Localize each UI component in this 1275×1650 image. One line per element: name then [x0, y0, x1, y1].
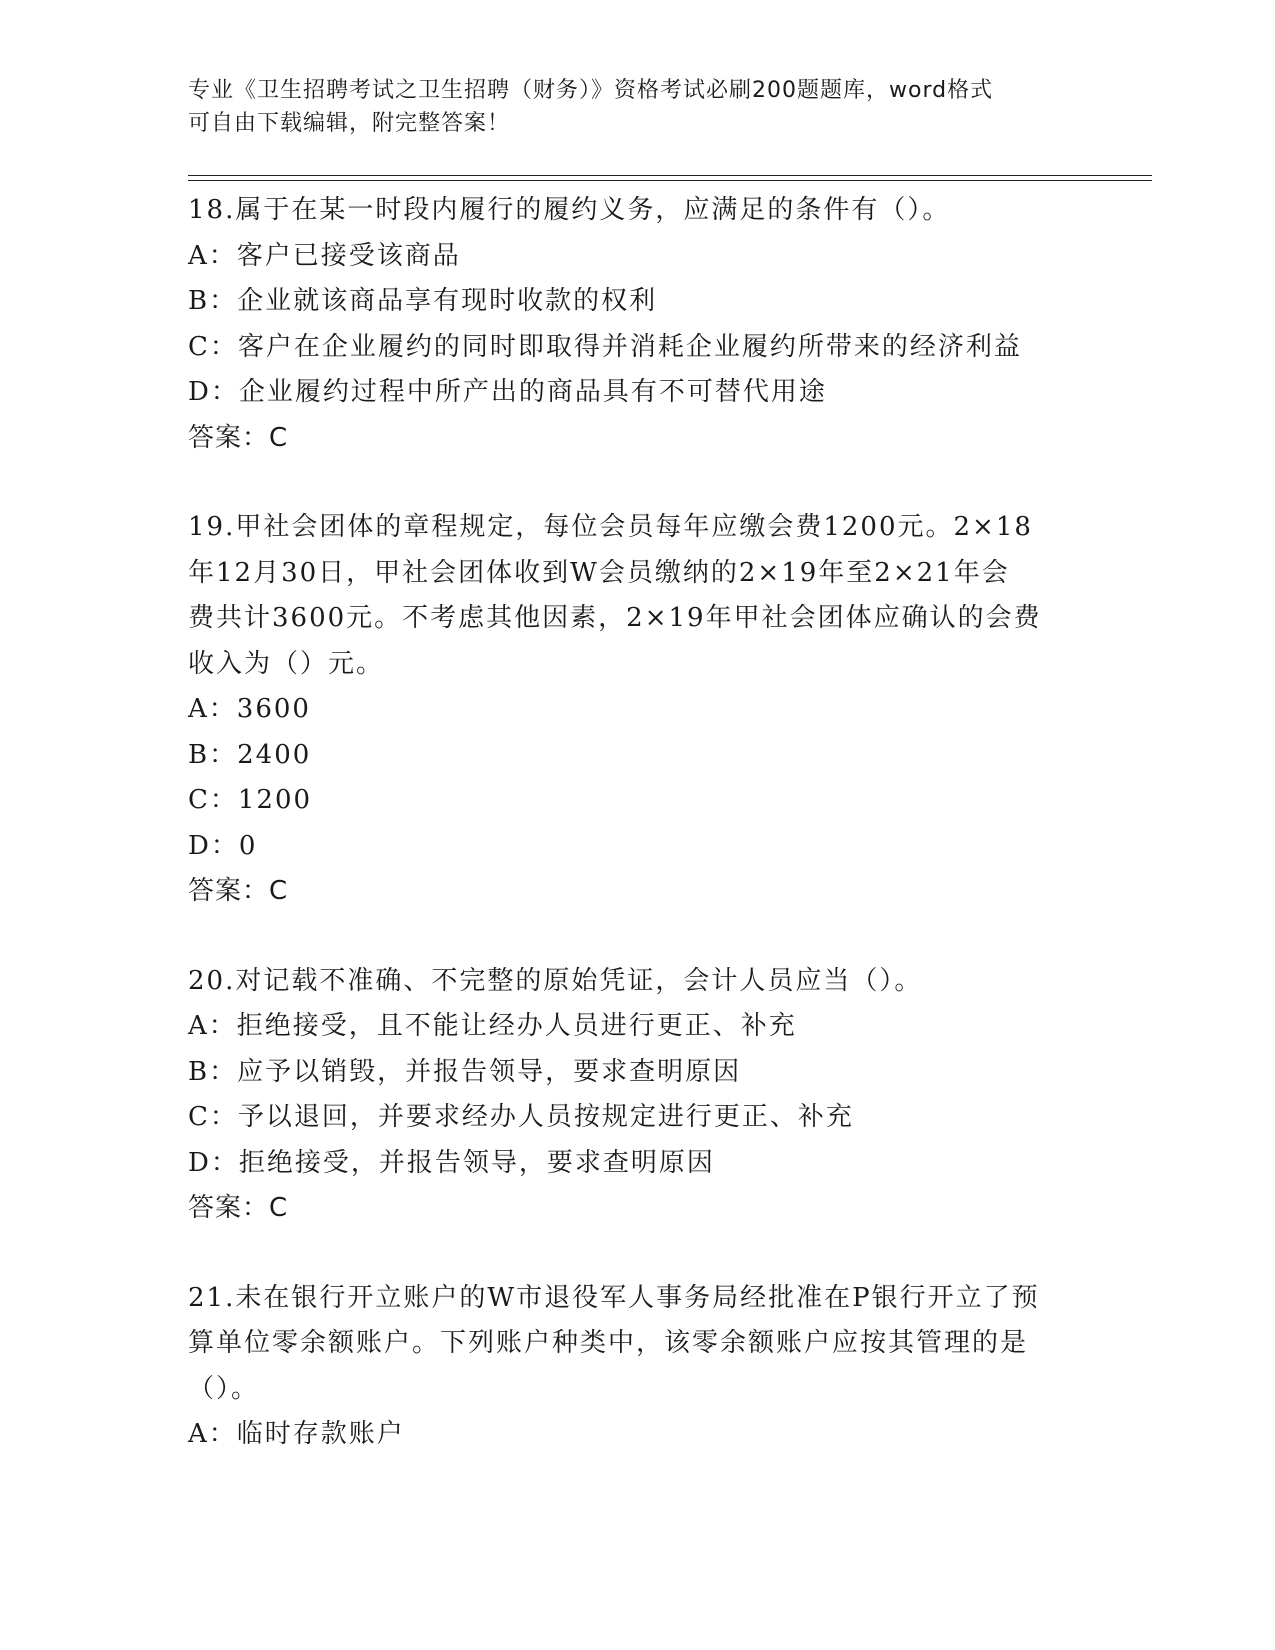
- question-19: [188, 505, 1088, 915]
- option-a: A：客户已接受该商品: [188, 240, 461, 271]
- answer-label: 答案：C: [188, 422, 289, 453]
- option-d: D：企业履约过程中所产出的商品具有不可替代用途: [188, 377, 827, 407]
- question-text-line: 21.未在银行开立账户的W市退役军人事务局经批准在P银行开立了预: [188, 1282, 1040, 1313]
- header-line-2: 可自由下载编辑，附完整答案！: [188, 111, 511, 136]
- option-d: D：拒绝接受，并报告领导，要求查明原因: [188, 1147, 715, 1178]
- document-header: [188, 74, 1068, 140]
- question-text-line: 20.对记载不准确、不完整的原始凭证，会计人员应当（）。: [188, 965, 923, 996]
- question-21: [188, 1276, 1088, 1458]
- question-18: [188, 188, 1088, 461]
- option-a: A：临时存款账户: [188, 1419, 405, 1449]
- question-text-line: 收入为（）元。: [188, 648, 385, 679]
- answer-label: 答案：C: [188, 1193, 289, 1223]
- header-line-1: 专业《卫生招聘考试之卫生招聘（财务）》资格考试必刷200题题库，word格式: [188, 78, 994, 103]
- option-c: C：1200: [188, 785, 313, 815]
- question-text-line: 19.甲社会团体的章程规定，每位会员每年应缴会费1200元。2×18: [188, 512, 1033, 542]
- question-text-line: 算单位零余额账户。下列账户种类中，该零余额账户应按其管理的是: [188, 1328, 1029, 1358]
- question-text-line: （）。: [188, 1373, 260, 1404]
- option-b: B：应予以销毁，并报告领导，要求查明原因: [188, 1056, 742, 1087]
- question-text-line: 18.属于在某一时段内履行的履约义务，应满足的条件有（）。: [188, 195, 951, 225]
- question-20: [188, 959, 1088, 1232]
- question-text-line: 费共计3600元。不考虑其他因素，2×19年甲社会团体应确认的会费: [188, 603, 1042, 633]
- option-a: A：拒绝接受，且不能让经办人员进行更正、补充: [188, 1011, 797, 1041]
- option-d: D：0: [188, 830, 258, 861]
- question-list: [188, 188, 1088, 1502]
- option-b: B：企业就该商品享有现时收款的权利: [188, 286, 658, 316]
- option-a: A：3600: [188, 694, 311, 724]
- question-text-line: 年12月30日，甲社会团体收到W会员缴纳的2×19年至2×21年会: [188, 557, 1010, 588]
- option-c: C：予以退回，并要求经办人员按规定进行更正、补充: [188, 1102, 854, 1132]
- header-divider-bottom: [188, 180, 1152, 181]
- answer-label: 答案：C: [188, 876, 289, 906]
- option-c: C：客户在企业履约的同时即取得并消耗企业履约所带来的经济利益: [188, 331, 1022, 362]
- option-b: B：2400: [188, 739, 312, 770]
- header-divider-top: [188, 175, 1152, 176]
